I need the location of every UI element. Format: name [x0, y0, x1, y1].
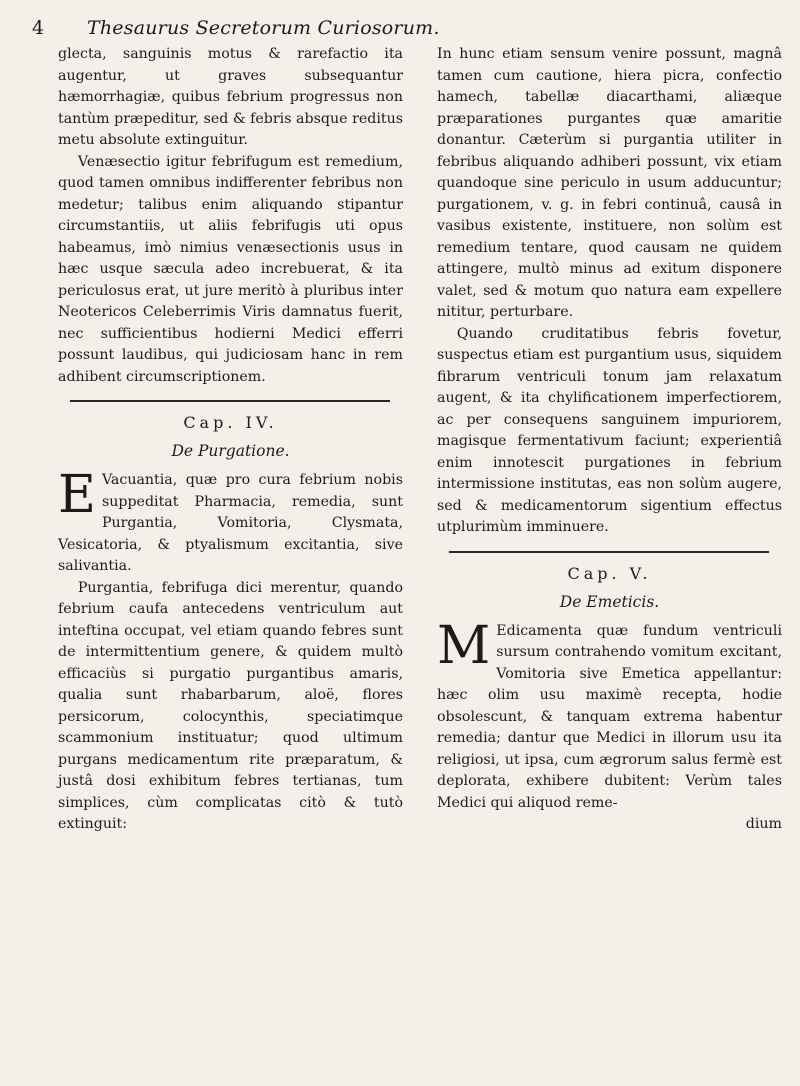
section-divider: [449, 551, 769, 553]
section-divider: [70, 400, 390, 402]
left-paragraph-3: [58, 465, 403, 578]
running-header: [32, 12, 782, 44]
chapter-heading-4: Cap. IV.: [183, 413, 278, 432]
right-paragraph-3: [437, 615, 782, 815]
chapter-title-4: De Purgatione.: [171, 442, 290, 460]
catchword: dium: [745, 816, 782, 832]
right-paragraph-3-text: Edicamenta quæ fundum ventriculi sursum contrahendo vomitum excitant, Vomitoria sive Emetica appellantur: hæc olim usu maximè recepta, hodie obsolescunt, & tanquam extrema habentur remedia; dantur que Medici in illorum usu ita religiosi, ut ipsa, cum ægrorum salus fermè est deplorata, exhibere dubitent: Verùm tales Medici qui aliquod reme-: [437, 622, 782, 811]
left-column: [58, 44, 403, 836]
left-paragraph-1: glecta, sanguinis motus & rarefactio ita augentur, ut graves subsequantur hæmorrhagiæ, quibus febrium progressus non tantùm præpeditur, sed & febris absque reditus metu absolute extinguitur.: [58, 46, 403, 148]
left-paragraph-2: Venæsectio igitur febrifugum est remedium, quod tamen omnibus indifferenter febribus non medetur; talibus enim aliquando stipantur circumstantiis, ut aliis febrifugis uti opus habeamus, imò nimius venæsectionis usus in hæc usque sæcula adeo increbuerat, & ita periculosus erat, ut jure meritò à pluribus inter Neotericos Celeberrimis Viris damnatus fuerit, nec sufficientibus hodierni Medici efferri possunt laudibus, qui judiciosam hanc in rem adhibent circumscriptionem.: [58, 153, 403, 385]
left-paragraph-4: Purgantia, febrifuga dici merentur, quando febrium caufa antecedens ventriculum aut inteftina occupat, vel etiam quando febres sunt de intermittentium genere, & quidem multò efficaciùs si purgatio purgantibus amaris, qualia sunt rhabarbarum, aloë, flores persicorum, colocynthis, speciatimque scammonium instituatur; quod ultimum purgans medicamentum rite præparatum, & justâ dosi exhibitum febres tertianas, tum simplices, cùm complicatas citò & tutò extinguit:: [58, 579, 403, 832]
page-number: 4: [32, 17, 45, 39]
chapter-title-5: De Emeticis.: [559, 592, 660, 611]
drop-cap-m: M: [437, 615, 491, 676]
right-paragraph-2: Quando cruditatibus febris fovetur, suspectus etiam est purgantium usus, siquidem fibrarum ventriculi tonum jam relaxatum augent, & ita chylificationem imperfectiorem, ac per consequens sanguinem impuriorem, magisque fermentativum faciunt; experientiâ enim innotescit purgationes in febrium intermissione institutas, eas non solùm augere, sed & medicamentorum sigentium effectus utplurimùm imminuere.: [437, 325, 782, 535]
chapter-heading-5: Cap. V.: [567, 563, 652, 583]
running-title: Thesaurus Secretorum Curiosorum.: [87, 17, 440, 39]
left-paragraph-3-text: Vacuantia, quæ pro cura febrium nobis suppeditat Pharmacia, remedia, sunt Purgantia, Vomitoria, Clysmata, Vesicatoria, & ptyalismum excitantia, sive salivantia.: [58, 472, 403, 574]
drop-cap-e: E: [58, 465, 96, 525]
right-column: [437, 44, 782, 836]
right-paragraph-1: In hunc etiam sensum venire possunt, magnâ tamen cum cautione, hiera picra, confectio hamech, tabellæ diacarthami, aliæque præparationes purgantes quæ amaritie donantur. Cæterùm si purgantia utiliter in febribus aliquando adhiberi possunt, vix etiam quandoque sine periculo in usum adducuntur; purgationem, v. g. in febri continuâ, causâ in vasibus existente, instituere, non solùm est remedium tentare, quod causam ne quidem attingere, multò minus ad exitum disponere valet, sed & motum quo natura eam expellere nititur, perturbare.: [437, 46, 782, 320]
